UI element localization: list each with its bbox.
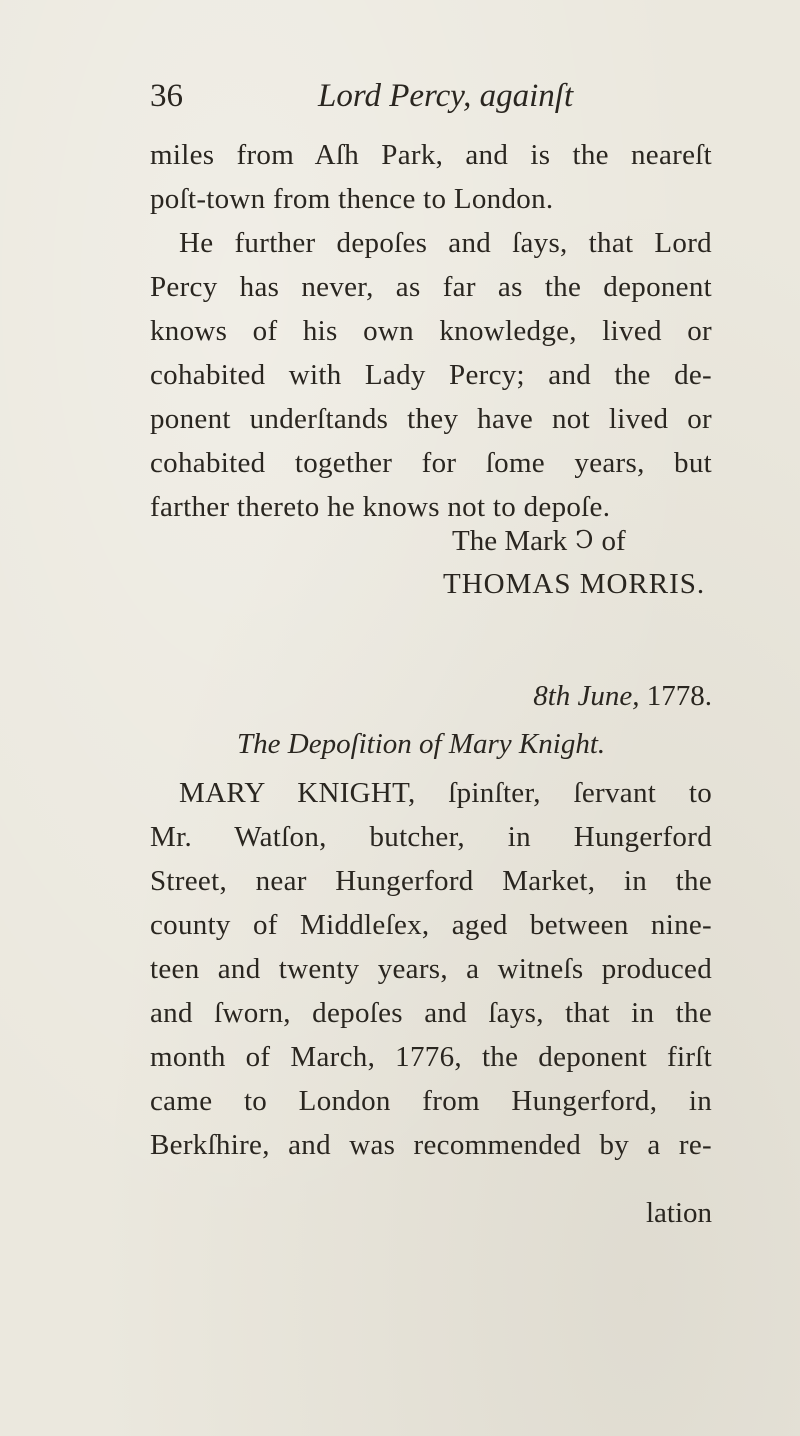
page-header: [150, 78, 710, 124]
mark-symbol-icon: Ↄ: [575, 528, 594, 554]
paragraph3-line-9: Berkſhire, and was recommended by a re-: [150, 1129, 712, 1161]
paragraph3-line-8: came to London from Hungerford, in: [150, 1085, 712, 1117]
mark-prefix: The Mark: [452, 525, 568, 557]
paragraph2-line-6: cohabited together for ſome years, but: [150, 447, 712, 479]
paragraph3-line-7: month of March, 1776, the deponent firſt: [150, 1041, 712, 1073]
date-day: 8th June,: [533, 680, 640, 712]
paragraph1-line-1: miles from Aſh Park, and is the neareſt: [150, 139, 712, 171]
running-head: Lord Percy, againſt: [318, 78, 574, 114]
paragraph2-line-3: knows of his own knowledge, lived or: [150, 315, 712, 347]
paragraph3-line-5: teen and twenty years, a witneſs produced: [150, 953, 712, 985]
mark-suffix: of: [601, 525, 626, 557]
catchword: lation: [645, 1197, 712, 1229]
signatory-name: THOMAS MORRIS.: [443, 568, 706, 600]
paragraph3-line-1: MARY KNIGHT, ſpinſter, ſervant to: [179, 777, 712, 809]
page-number: 36: [150, 78, 183, 114]
mark-line: [452, 525, 626, 558]
paragraph3-line-6: and ſworn, depoſes and ſays, that in the: [150, 997, 712, 1029]
paragraph2-line-5: ponent underſtands they have not lived or: [150, 403, 712, 435]
date-year: 1778.: [646, 680, 712, 712]
paragraph3-line-4: county of Middleſex, aged between nine-: [150, 909, 712, 941]
paragraph3-line-2: Mr. Watſon, butcher, in Hungerford: [150, 821, 712, 853]
paragraph2-line-4: cohabited with Lady Percy; and the de-: [150, 359, 712, 391]
date-line: [533, 680, 712, 713]
paragraph3-line-3: Street, near Hungerford Market, in the: [150, 865, 712, 897]
paragraph2-line-2: Percy has never, as far as the deponent: [150, 271, 712, 303]
paragraph1-line-2: poſt-town from thence to London.: [150, 183, 554, 215]
paragraph2-line-1: He further depoſes and ſays, that Lord: [179, 227, 712, 259]
deposition-title: The Depoſition of Mary Knight.: [237, 728, 606, 760]
paragraph2-line-7: farther thereto he knows not to depoſe.: [150, 491, 611, 523]
